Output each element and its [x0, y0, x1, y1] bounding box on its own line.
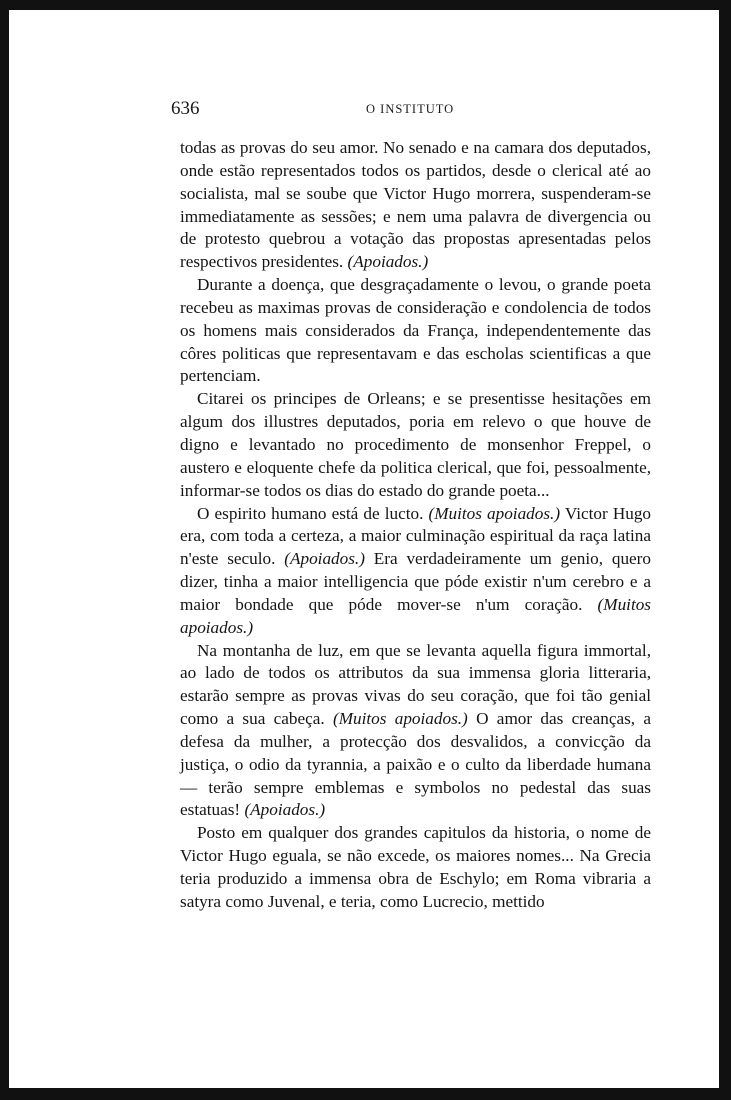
page-number: 636	[171, 98, 200, 119]
paragraph	[180, 822, 651, 913]
text-run: Era verdadeiramente um genio, quero dizer, tinha a maior intelligencia que póde existir n'um cerebro e a maior bondade que póde mover-se n'um coração.	[180, 549, 651, 614]
page-header	[171, 98, 651, 124]
paragraph	[180, 274, 651, 388]
text-run: todas as provas do seu amor. No senado e na camara dos deputados, onde estão representados todos os partidos, desde o clerical até ao socialista, mal se soube que Victor Hugo morrera, suspenderam-se immediatamente as sessões; e nem uma palavra de divergencia ou de protesto quebrou a votação das propostas apresentadas pelos respectivos presidentes.	[180, 138, 651, 272]
italic-aside: (Apoiados.)	[244, 800, 326, 820]
body-text	[180, 137, 651, 914]
text-run: Na montanha de luz, em que se levanta aquella figura immortal, ao lado de todos os attributos da sua immensa gloria litteraria, estarão sempre as provas vivas do seu coração, que foi tão genial como a sua cabeça.	[180, 640, 651, 729]
italic-aside: (Muitos apoiados.)	[428, 503, 561, 523]
paragraph	[180, 503, 651, 640]
text-run: Durante a doença, que desgraçadamente o levou, o grande poeta recebeu as maximas provas de consideração e condolencia de todos os homens mais considerados da França, independentemente das côres politicas que representavam e das escholas scientificas a que pertenciam.	[180, 275, 651, 386]
italic-aside: (Apoiados.)	[347, 252, 429, 272]
paragraph	[180, 640, 651, 823]
italic-aside: (Muitos apoiados.)	[180, 594, 651, 637]
text-run: O amor das creanças, a defesa da mulher, a protecção dos desvalidos, a convicção da justiça, o odio da tyrannia, a paixão e o culto da liberdade humana — terão sempre emblemas e symbolos no pedestal das suas estatuas!	[180, 709, 652, 820]
text-run: O espirito humano está de lucto.	[197, 503, 429, 523]
text-run: Victor Hugo era, com toda a certeza, a maior culminação espiritual da raça latina n'este seculo.	[180, 503, 652, 569]
text-run: Posto em qualquer dos grandes capitulos da historia, o nome de Victor Hugo eguala, se não excede, os maiores nomes... Na Grecia teria produzido a immensa obra de Eschylo; em Roma vibraria a satyra como Juvenal, e teria, como Lucrecio, mettido	[180, 823, 651, 911]
italic-aside: (Muitos apoiados.)	[332, 709, 468, 729]
document-page	[9, 10, 719, 1088]
paragraph	[180, 137, 651, 274]
italic-aside: (Apoiados.)	[284, 549, 365, 569]
running-title: O INSTITUTO	[366, 102, 455, 116]
paragraph	[180, 388, 651, 502]
text-run: Citarei os principes de Orleans; e se presentisse hesitações em algum dos illustres deputados, poria em relevo o que houve de digno e levantado no procedimento de monsenhor Freppel, o austero e eloquente chefe da politica clerical, que foi, pessoalmente, informar-se todos os dias do estado do grande poeta...	[180, 389, 651, 500]
